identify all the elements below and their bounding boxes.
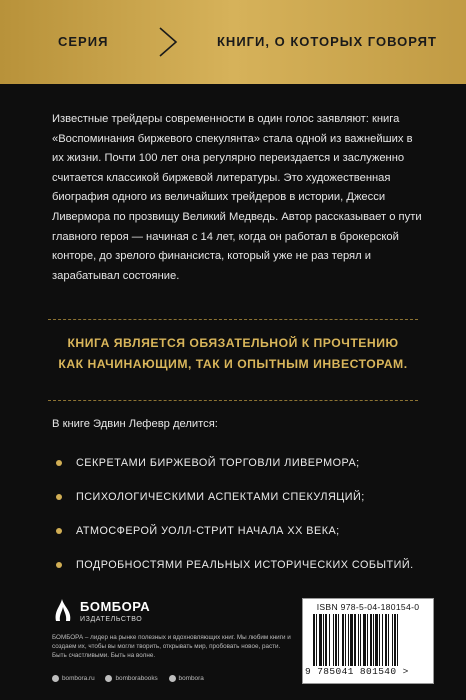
publisher-tagline: БОМБОРА – лидер на рынке полезных и вдохновляющих книг. Мы любим книги и создаем их, чтобы вы могли творить, открывать мир, пробовать новое, расти. Быть счастливыми. Быть на волне. xyxy=(52,634,291,659)
bullet-dot-icon xyxy=(56,562,62,568)
publisher-socials xyxy=(52,675,292,684)
bullet-dot-icon xyxy=(56,528,62,534)
social-vk[interactable] xyxy=(105,675,157,682)
bullets-intro: В книге Эдвин Лефевр делится: xyxy=(52,418,218,430)
bullet-dot-icon xyxy=(56,460,62,466)
chevron-right-icon xyxy=(156,26,180,58)
isbn-number: ISBN 978-5-04-180154-0 xyxy=(316,602,420,612)
list-item-text: СЕКРЕТАМИ БИРЖЕВОЙ ТОРГОВЛИ ЛИВЕРМОРА; xyxy=(76,457,360,469)
highlight-quote xyxy=(48,333,418,375)
list-item-text: ПСИХОЛОГИЧЕСКИМИ АСПЕКТАМИ СПЕКУЛЯЦИЙ; xyxy=(76,491,365,503)
bullet-list xyxy=(52,455,432,591)
divider-bottom xyxy=(48,400,418,402)
list-item-text: АТМОСФЕРОЙ УОЛЛ-СТРИТ НАЧАЛА XX ВЕКА; xyxy=(76,525,340,537)
series-label: СЕРИЯ xyxy=(58,34,109,49)
telegram-icon xyxy=(169,675,176,682)
publisher-subtitle: ИЗДАТЕЛЬСТВО xyxy=(80,616,143,623)
vk-icon xyxy=(105,675,112,682)
list-item xyxy=(52,523,432,553)
bullet-dot-icon xyxy=(56,494,62,500)
highlight-line-1: КНИГА ЯВЛЯЕТСЯ ОБЯЗАТЕЛЬНОЙ К ПРОЧТЕНИЮ xyxy=(67,336,399,350)
globe-icon xyxy=(52,675,59,682)
list-item xyxy=(52,455,432,485)
barcode-digits: 9 785041 801540 > xyxy=(305,666,409,677)
social-site[interactable] xyxy=(52,675,95,682)
list-item xyxy=(52,557,432,587)
publisher-name: БОМБОРА xyxy=(80,599,151,614)
list-item xyxy=(52,489,432,519)
social-telegram[interactable] xyxy=(169,675,204,682)
series-name: КНИГИ, О КОТОРЫХ ГОВОРЯТ xyxy=(217,34,437,49)
social-telegram-label: bombora xyxy=(178,675,204,682)
social-site-label: bombora.ru xyxy=(62,675,95,682)
bombora-logo-icon xyxy=(52,597,74,623)
book-description: Известные трейдеры современности в один голос заявляют: книга «Воспоминания биржевого спекулянта» стала одной из важнейших в их жизни. Почти 100 лет она регулярно переиздается и заслуженно считается классикой биржевой литературы. Это художественная биография одного из величайших трейдеров в истории, Джесси Ливермора по прозвищу Великий Медведь. Автор рассказывает о пути главного героя — начиная с 14 лет, когда он работал в брокерской конторе, до зрелого финансиста, который уже не раз терял и зарабатывал состояние. xyxy=(52,113,422,282)
series-banner xyxy=(0,0,466,84)
barcode xyxy=(311,614,425,666)
list-item-text: ПОДРОБНОСТЯМИ РЕАЛЬНЫХ ИСТОРИЧЕСКИХ СОБЫТИЙ. xyxy=(76,559,414,571)
isbn-barcode-box xyxy=(302,598,434,684)
divider-top xyxy=(48,319,418,321)
highlight-line-2: КАК НАЧИНАЮЩИМ, ТАК И ОПЫТНЫМ ИНВЕСТОРАМ. xyxy=(58,357,408,371)
social-vk-label: bomborabooks xyxy=(115,675,158,682)
